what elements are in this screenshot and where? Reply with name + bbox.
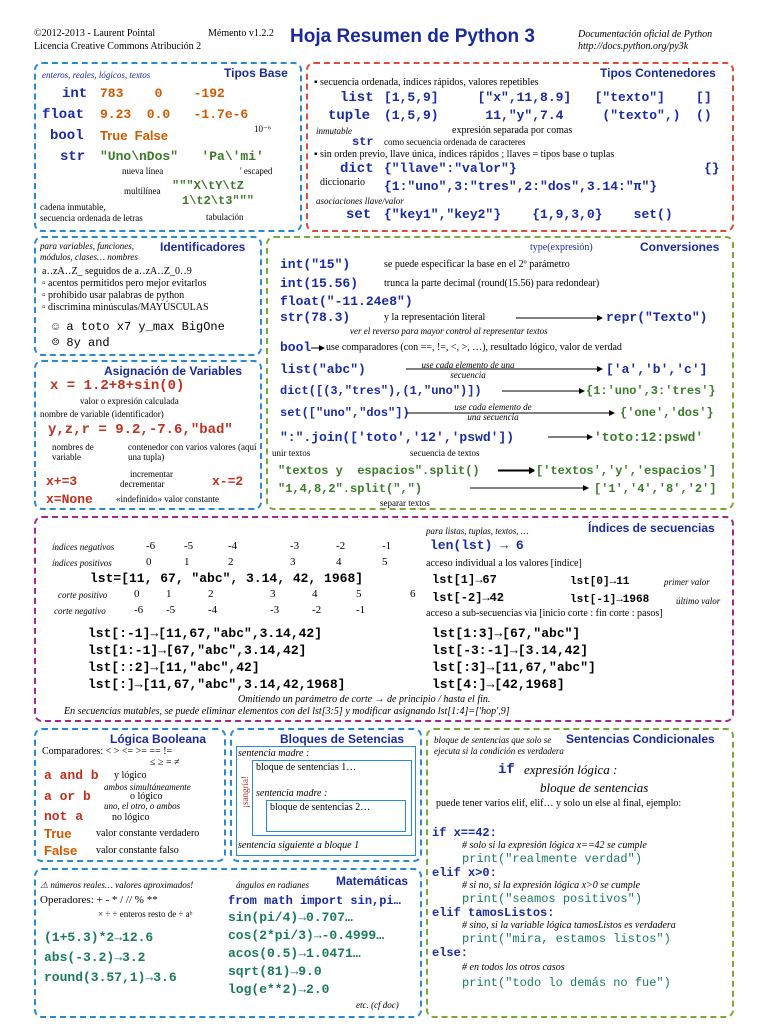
neg-index-value: -6: [146, 540, 156, 552]
nueva-linea-note: nueva línea: [122, 166, 164, 176]
ident-rule-1: a‥zA‥Z_ seguidos de a‥zA‥Z_0‥9: [42, 266, 192, 277]
str-seq-note: como secuencia ordenada de caracteres: [384, 137, 526, 147]
pos-index-value: 5: [382, 556, 388, 568]
corte-pos-value: 0: [134, 588, 140, 600]
conv-int-str-note: se puede especificar la base en el 2º parámetro: [384, 259, 570, 270]
nombres-note: nombres de variable: [52, 442, 94, 462]
conv-split-comma: "1,4,8,2".split(","): [278, 482, 423, 496]
math-f-3: acos(0.5)→1.0471…: [228, 946, 361, 961]
corte-pos-value: 5: [356, 588, 362, 600]
str-seq-keyword: str: [352, 135, 374, 149]
ambos-note: ambos simultáneamente: [104, 782, 191, 792]
if-keyword: if: [498, 762, 515, 778]
float-values: 9.23 0.0 -1.7e-6: [100, 107, 249, 122]
neg-index-value: -2: [336, 540, 346, 552]
set-values: {"key1","key2"} {1,9,3,0} set(): [384, 207, 673, 222]
condicionales-note: bloque de sentencias que solo se ejecuta si la condición es verdadera: [434, 735, 564, 756]
cond-line-11: # en todos los otros casos: [462, 962, 565, 973]
page-title: Hoja Resumen de Python 3: [290, 26, 535, 47]
conv-bool-note: use comparadores (con ==, !=, <, >, …), resultado lógico, valor de verdad: [326, 342, 622, 353]
conv-repr: repr("Texto"): [606, 310, 708, 325]
conv-int-float-note: trunca la parte decimal (round(15.56) para redondear): [384, 278, 600, 289]
conv-int-float: int(15.56): [280, 276, 359, 291]
logica-title: Lógica Booleana: [110, 732, 207, 746]
corte-neg-value: -2: [312, 604, 322, 616]
indices-title: Índices de secuencias: [588, 521, 715, 535]
indices-para: para listas, tuplas, textos, …: [426, 526, 529, 536]
access-4-note: último valor: [676, 596, 721, 606]
operadores: Operadores: + - * / // % **: [40, 894, 158, 906]
corte-pos-value: 2: [208, 588, 214, 600]
conv-list: list("abc"): [280, 362, 366, 377]
ident-rule-3: ▫ prohibido usar palabras de python: [42, 290, 185, 301]
neg-index-label: índices negativos: [52, 542, 115, 552]
conv-set-result: {'one','dos'}: [620, 406, 714, 420]
tabulacion-note: tabulación: [206, 212, 244, 222]
dict-keyword: dict: [340, 161, 374, 177]
list-keyword: list: [340, 90, 374, 106]
secuencia-note: secuencia ordenada de letras: [40, 213, 143, 223]
cond-line-9: print("mira, estamos listos"): [462, 932, 671, 946]
conv-split-comma-result: ['1','4','8','2']: [594, 482, 717, 496]
cond-line-12: print("todo lo demás no fue"): [462, 976, 671, 990]
conv-str-note: y la representación literal: [384, 312, 486, 323]
conv-str: str(78.3): [280, 310, 351, 325]
cond-line-7: elif tamosListos:: [432, 906, 555, 920]
exp-note: 10⁻⁶: [254, 124, 271, 134]
math-ex-3: round(3.57,1)→3.6: [44, 970, 177, 985]
corte-neg-value: -1: [356, 604, 366, 616]
conv-dict-result: {1:'uno',3:'tres'}: [586, 384, 716, 398]
sub-note: acceso a sub-secuencias via [inicio corte : fin corte : pasos]: [426, 608, 663, 619]
list-values: [1,5,9] ["x",11,8.9] ["texto"] []: [384, 90, 712, 105]
pos-index-value: 2: [228, 556, 234, 568]
dict-empty: {}: [704, 161, 720, 176]
comparadores: Comparadores: < > <= >= == !=: [42, 746, 173, 757]
mutable-note: En secuencias mutables, se puede eliminar elementos con del lst[3:5] y modificar asignando lst[1:4]=['hop',9]: [64, 706, 510, 717]
math-ex-2: abs(-3.2)→3.2: [44, 950, 146, 965]
version: Mémento v1.2.2: [208, 28, 274, 39]
copyright: ©2012-2013 - Laurent Pointal: [34, 28, 156, 39]
tuple-values: (1,5,9) 11,"y",7.4 ("texto",) (): [384, 108, 712, 123]
corte-neg-value: -6: [134, 604, 144, 616]
sec-textos-note: secuencia de textos: [410, 448, 480, 458]
decrementar-note: decrementar: [120, 479, 165, 489]
none-code: x=None: [46, 492, 93, 507]
conv-join: ":".join(['toto','12','pswd']): [280, 430, 515, 445]
bloques-title: Bloques de Setencias: [280, 732, 405, 746]
if-expression: expresión lógica :: [524, 762, 618, 777]
false-note: valor constante falso: [96, 845, 179, 856]
cond-line-3: print("realmente verdad"): [462, 852, 643, 866]
slice-6: lst[:3]→[11,67,"abc"]: [432, 660, 596, 675]
corte-neg-value: -4: [208, 604, 218, 616]
access-2: lst[0]→11: [570, 576, 630, 588]
operadores-desc: × ÷ ÷ enteros resto de ÷ aᵇ: [98, 909, 193, 919]
ident-rule-4: ▫ discrimina minúsculas/MAYÚSCULAS: [42, 302, 209, 313]
dict-values-2: {1:"uno",3:"tres",2:"dos",3.14:"π"}: [384, 179, 658, 194]
matematicas-title: Matemáticas: [336, 874, 409, 888]
assign-line-2: y,z,r = 9.2,-7.6,"bad": [48, 422, 233, 438]
conv-int-str: int("15"): [280, 257, 351, 272]
assign-line-1: x = 1.2+8+sin(0): [50, 378, 185, 394]
identificadores-note: para variables, funciones, módulos, clases… nombres: [40, 241, 138, 262]
corte-neg-value: -3: [270, 604, 280, 616]
asignacion-title: Asignación de Variables: [104, 364, 243, 378]
access-1: lst[1]→67: [432, 573, 497, 587]
siguiente: sentencia siguiente a bloque 1: [238, 840, 360, 851]
dict-values-1: {"llave":"valor"}: [384, 161, 517, 176]
corte-neg-value: -5: [166, 604, 176, 616]
cond-line-5: # si no, si la expresión lógica x>0 se cumple: [462, 880, 641, 891]
cond-line-2: # solo si la expresión lógica x==42 se cumple: [462, 840, 647, 851]
conversiones-title: Conversiones: [640, 240, 720, 254]
doc-label: Documentación oficial de Python: [578, 29, 713, 40]
incrementar-note: incrementar: [130, 469, 173, 479]
separar-note: separar textos: [380, 498, 430, 508]
str-keyword: str: [60, 149, 86, 165]
math-f-1: sin(pi/4)→0.707…: [228, 910, 353, 925]
not-note: no lógico: [112, 812, 150, 823]
access-4: lst[-1]→1968: [570, 594, 650, 606]
decrement-code: x-=2: [212, 474, 244, 489]
if-block: bloque de sentencias: [540, 780, 649, 795]
tipos-base-title: Tipos Base: [224, 66, 288, 80]
slice-1: lst[:-1]→[11,67,"abc",3.14,42]: [88, 626, 323, 641]
identificadores-title: Identificadores: [160, 240, 246, 254]
corte-pos-value: 1: [166, 588, 172, 600]
corte-neg-label: corte negativo: [54, 606, 106, 616]
tipos-base-note: enteros, reales, lógicos, textos: [42, 70, 151, 80]
ident-bad-examples: ☹ 8y and: [52, 336, 110, 350]
slice-8: lst[4:]→[42,1968]: [432, 677, 565, 692]
inmutable-note: cadena inmutable,: [40, 202, 106, 212]
condicionales-title: Sentencias Condicionales: [566, 732, 715, 746]
cond-line-8: # sino, si la variable lógica tamosListos es verdadera: [462, 920, 676, 931]
access-3: lst[-2]→42: [432, 591, 505, 605]
multilinea-note: multilínea: [124, 186, 161, 196]
len-line: len(lst) → 6: [430, 538, 524, 553]
pos-index-label: índices positivos: [52, 558, 112, 568]
cond-line-6: print("seamos positivos"): [462, 892, 643, 906]
int-keyword: int: [62, 86, 88, 102]
unir-note: unir textos: [272, 448, 311, 458]
madre-2: sentencia madre :: [256, 788, 328, 799]
inmutable-label: inmutable: [316, 126, 352, 136]
pos-index-value: 4: [336, 556, 342, 568]
contenedor-note: contenedor con varios valores (aquí una tupla): [128, 442, 257, 462]
pos-index-value: 3: [290, 556, 296, 568]
none-note: «indefinido» valor constante: [116, 494, 219, 504]
not-code: not a: [44, 809, 84, 824]
comparadores-math: ≤ ≥ = ≠: [150, 757, 180, 768]
slice-7: lst[:]→[11,67,"abc",3.14,42,1968]: [88, 677, 346, 692]
sangria-label: ¡sangría!: [240, 776, 250, 808]
neg-index-value: -1: [382, 540, 392, 552]
etc-note: etc. (cf doc): [356, 1000, 399, 1010]
conv-str-subnote: ver el reverso para mayor control al representar textos: [350, 326, 548, 336]
conv-join-result: 'toto:12:pswd': [594, 430, 704, 445]
slice-4: lst[-3:-1]→[3.14,42]: [432, 643, 589, 658]
nombre-note: nombre de variable (identificador): [40, 409, 164, 419]
float-keyword: float: [42, 107, 85, 123]
or-sub-note: uno, el otro, o ambos: [104, 801, 181, 811]
triple-line-2: 1\t2\t3""": [182, 194, 255, 208]
corte-pos-value: 6: [410, 588, 416, 600]
or-note: o lógico: [130, 791, 163, 802]
corte-pos-label: corte positivo: [58, 590, 108, 600]
cond-line-1: if x==42:: [432, 826, 497, 840]
type-expr: type(expresión): [530, 242, 593, 253]
math-f-4: sqrt(81)→9.0: [228, 964, 322, 979]
conv-float: float("-11.24e8"): [280, 294, 413, 309]
set-keyword: set: [346, 207, 372, 223]
madre-1: sentencia madre :: [238, 748, 310, 759]
conv-split-result: ['textos','y','espacios']: [536, 464, 717, 478]
lst-definition: lst=[11, 67, "abc", 3.14, 42, 1968]: [90, 571, 364, 586]
math-warning: ⚠ números reales… valores aproximados!: [40, 880, 194, 890]
conv-set: set(["uno","dos"]): [280, 406, 410, 420]
str-values: "Uno\nDos" 'Pa\'mi': [100, 149, 264, 164]
cont-bullet-1: ▪ secuencia ordenada, índices rápidos, valores repetibles: [314, 77, 539, 88]
pos-index-value: 0: [146, 556, 152, 568]
or-code: a or b: [44, 789, 91, 804]
cond-line-10: else:: [432, 946, 469, 960]
angulos-note: ángulos en radianes: [236, 880, 309, 890]
slice-5: lst[::2]→[11,"abc",42]: [88, 660, 260, 675]
corte-pos-value: 4: [312, 588, 318, 600]
and-note: y lógico: [114, 770, 147, 781]
cond-line-4: elif x>0:: [432, 866, 497, 880]
omit-note: Omitiendo un parámetro de corte → de principio / hasta el fin.: [238, 694, 491, 705]
true-code: True: [44, 826, 72, 841]
neg-index-value: -5: [184, 540, 194, 552]
doc-url[interactable]: http://docs.python.org/py3k: [578, 41, 689, 52]
conv-set-mid: use cada elemento de una secuencia: [454, 402, 532, 422]
slice-2: lst[1:3]→[67,"abc"]: [432, 626, 581, 641]
varios-note: puede tener varios elif, elif… y solo un else al final, ejemplo:: [436, 798, 682, 809]
ident-good-examples: ☺ a toto x7 y_max BigOne: [52, 320, 225, 334]
bool-values: True False: [100, 128, 168, 143]
valor-note: valor o expresión calculada: [80, 396, 179, 406]
conversion-arrows: [266, 236, 734, 510]
conv-list-mid: use cada elemento de una secuencia: [421, 360, 515, 380]
math-f-5: log(e**2)→2.0: [228, 982, 330, 997]
tipos-contenedores-title: Tipos Contenedores: [600, 66, 716, 80]
false-code: False: [44, 843, 78, 858]
math-ex-1: (1+5.3)*2→12.6: [44, 930, 154, 945]
math-import: from math import sin,pi…: [228, 894, 401, 908]
int-values: 783 0 -192: [100, 86, 225, 101]
tuple-keyword: tuple: [328, 108, 371, 124]
ident-rule-2: ▫ acentos permitidos pero mejor evitarlos: [42, 278, 207, 289]
conv-split: "textos y espacios".split(): [278, 464, 480, 478]
acceso-note: acceso individual a los valores [índice]: [426, 558, 582, 569]
conv-bool: bool: [280, 340, 312, 355]
corte-pos-value: 3: [270, 588, 276, 600]
and-code: a and b: [44, 768, 99, 783]
bool-keyword: bool: [50, 128, 84, 144]
conv-list-result: ['a','b','c']: [606, 362, 708, 377]
license: Licencia Creative Commons Atribución 2: [34, 41, 202, 52]
math-f-2: cos(2*pi/3)→-0.4999…: [228, 928, 385, 943]
access-2-note: primer valor: [664, 577, 710, 587]
neg-index-value: -3: [290, 540, 300, 552]
true-note: valor constante verdadero: [96, 828, 200, 839]
slice-3: lst[1:-1]→[67,"abc",3.14,42]: [88, 643, 307, 658]
bloque-2: bloque de sentencias 2…: [270, 802, 371, 813]
diccionario-label: diccionario: [320, 177, 365, 188]
pos-index-value: 1: [184, 556, 190, 568]
triple-line-1: """X\tY\tZ: [172, 179, 245, 193]
neg-index-value: -4: [228, 540, 238, 552]
escaped-note: ' escaped: [240, 166, 273, 176]
conv-dict: dict([(3,"tres"),(1,"uno")]): [280, 384, 482, 398]
expr-sep-note: expresión separada por comas: [452, 125, 573, 136]
increment-code: x+=3: [46, 474, 78, 489]
bloque-1: bloque de sentencias 1…: [256, 762, 357, 773]
asoc-note: asociaciones llave/valor: [316, 196, 404, 206]
cont-bullet-2: ▪ sin orden previo, llave única, índices rápidos ; llaves = tipos base o tuplas: [314, 149, 615, 160]
